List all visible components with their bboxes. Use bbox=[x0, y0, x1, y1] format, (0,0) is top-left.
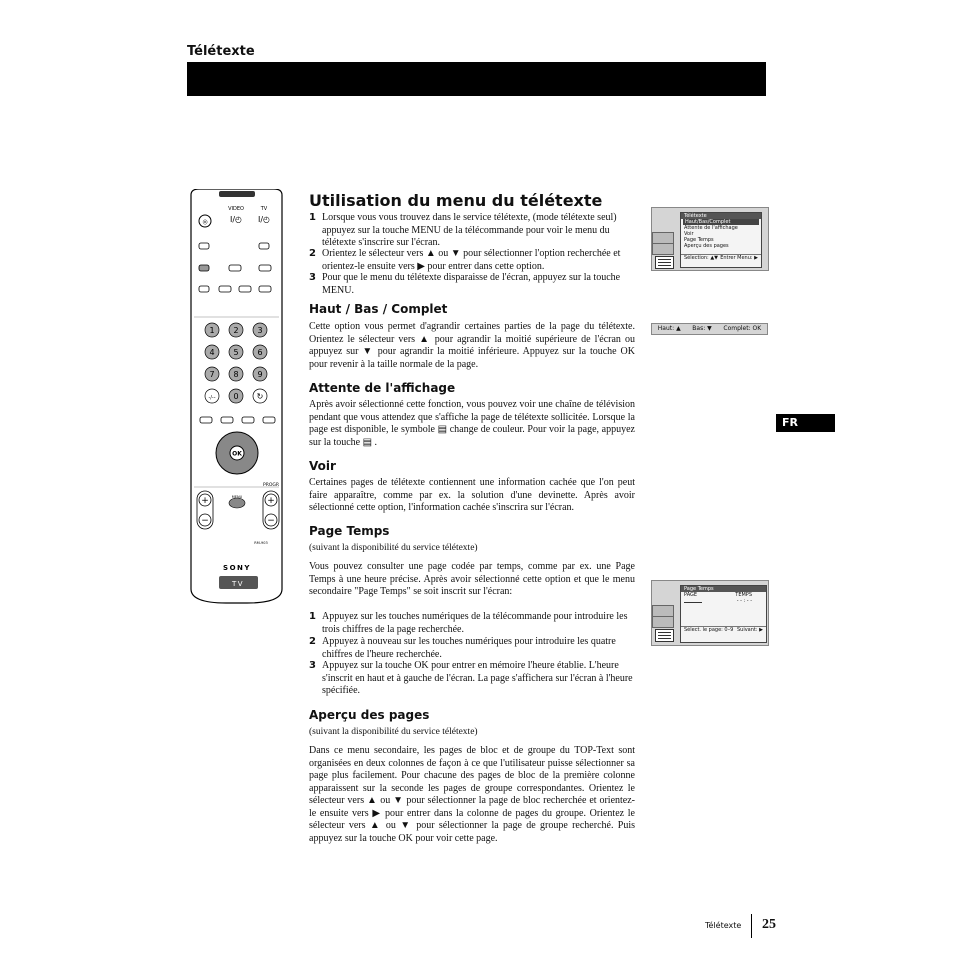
footer-rule bbox=[751, 914, 752, 938]
temps-values bbox=[681, 598, 766, 604]
page-number: 25 bbox=[762, 917, 776, 932]
digit-4: 4 bbox=[209, 348, 215, 357]
menu-foot-left: Sélection: ▲▼ bbox=[684, 255, 719, 261]
heading-attente: Attente de l'affichage bbox=[309, 381, 456, 395]
temps-time-value: - - : - - bbox=[736, 598, 752, 604]
svg-text:I/◴: I/◴ bbox=[257, 215, 271, 224]
model-label: RM-903 bbox=[254, 541, 268, 545]
digit-recall: ↻ bbox=[256, 392, 264, 401]
menu-item-page-temps: Page Temps bbox=[684, 237, 714, 243]
digit-dash: -/-- bbox=[208, 395, 216, 401]
tile-icon bbox=[652, 243, 674, 255]
digit-5: 5 bbox=[233, 348, 239, 357]
teletext-icon bbox=[655, 256, 674, 269]
teletext-icon bbox=[655, 629, 674, 642]
intro-step-2 bbox=[309, 248, 635, 273]
step-number: 2 bbox=[309, 636, 316, 647]
svg-text:−: − bbox=[267, 516, 275, 526]
digit-9: 9 bbox=[257, 370, 263, 379]
intro-step-3 bbox=[309, 272, 635, 297]
digit-1: 1 bbox=[209, 326, 215, 335]
brand-label: SONY bbox=[223, 564, 251, 572]
temps-footer bbox=[681, 626, 766, 633]
step-text: Appuyez à nouveau sur les touches numériques pour introduire les quatre chiffres de l'heure recherchée. bbox=[322, 636, 616, 660]
menu-label: MENU bbox=[231, 495, 243, 499]
temps-col-temps: TEMPS bbox=[735, 592, 752, 598]
heading-page-temps: Page Temps bbox=[309, 524, 390, 538]
step-number: 3 bbox=[309, 272, 316, 283]
menu-title: Télétexte bbox=[681, 213, 761, 219]
language-tab: FR bbox=[776, 414, 835, 432]
page-temps-screen bbox=[651, 580, 769, 646]
digit-7: 7 bbox=[209, 370, 215, 379]
step-text: Pour que le menu du télétexte disparaisse de l'écran, appuyez sur la touche MENU. bbox=[322, 272, 621, 296]
temps-step-3 bbox=[309, 660, 635, 698]
digit-3: 3 bbox=[257, 326, 263, 335]
apercu-note: (suivant la disponibilité du service télétexte) bbox=[309, 727, 478, 737]
svg-text:◎: ◎ bbox=[202, 218, 208, 226]
teletext-menu-screen bbox=[651, 207, 769, 271]
svg-text:−: − bbox=[201, 516, 209, 526]
temps-col-page: PAGE bbox=[684, 592, 698, 598]
menu-item-voir: Voir bbox=[684, 231, 694, 237]
intro-step-1 bbox=[309, 212, 635, 250]
temps-foot-right: Suivant: ▶ bbox=[736, 627, 763, 633]
footer-section: Télétexte bbox=[705, 921, 742, 930]
status-bas: Bas: ▼ bbox=[692, 325, 712, 332]
step-text: Appuyez sur les touches numériques de la télécommande pour introduire les trois chiffres de la page recherchée. bbox=[322, 611, 628, 635]
voir-text: Certaines pages de télétexte contiennent une information cachée que l'on peut faire apparaître, comme par ex. la solution d'une devinette. Après avoir sélectionné cette option, l'information cachée s'inscrira sur l'écran. bbox=[309, 477, 635, 513]
apercu-text: Dans ce menu secondaire, les pages de bloc et de groupe du TOP-Text sont organisées en deux colonnes de façon à ce que l'utilisateur puisse sélectionner sa page plus facilement. Pour chacune des pages de bloc de la première colonne apparaissent sur la seconde les pages de groupe correspondantes. Orientez le sélecteur vers ▲ ou ▼ pour sélectionner la page de bloc recherchée et orientez-le ensuite vers ▶ pour entrer dans la colonne de pages du groupe. Orientez le sélecteur vers ▲ ou ▼ pour sélectionner la page de groupe recherché. Puis appuyez sur la touche OK pour voir cette page. bbox=[309, 745, 635, 844]
step-text: Lorsque vous vous trouvez dans le service télétexte, (mode télétexte seul) appuyez sur la touche MENU de la télécommande pour voir le menu du télétexte s'inscrire sur l'écran. bbox=[322, 212, 617, 248]
tv-label: TV bbox=[260, 206, 268, 212]
temps-foot-left: Sélect. le page: 0–9 bbox=[684, 627, 734, 633]
haut-bas-complet-text: Cette option vous permet d'agrandir certaines parties de la page du télétexte. Orientez le sélecteur vers ▲ pour agrandir la moitié supérieure de l'écran ou appuyez sur ▼ pour agrandir la moitié inférieure. Appuyez sur la touche OK pour revenir à la taille normale de la page. bbox=[309, 321, 635, 370]
header-bar bbox=[187, 62, 766, 96]
svg-text:+: + bbox=[267, 496, 275, 506]
remote-control-illustration bbox=[187, 189, 286, 604]
svg-text:+: + bbox=[201, 496, 209, 506]
menu-footer bbox=[681, 254, 761, 261]
attente-text: Après avoir sélectionné cette fonction, vous pouvez voir une chaîne de télévision pendant que vous attendez que s'affiche la page de télétexte sollicitée. Lorsque la page est disponible, le symbole ▤ change de couleur. Pour voir la page, appuyez sur la touche ▤ . bbox=[309, 399, 635, 448]
step-number: 2 bbox=[309, 248, 316, 259]
zoom-status-strip bbox=[651, 323, 768, 335]
step-number: 1 bbox=[309, 611, 316, 622]
page-title: Utilisation du menu du télétexte bbox=[309, 191, 603, 210]
heading-apercu: Aperçu des pages bbox=[309, 708, 430, 722]
heading-voir: Voir bbox=[309, 459, 336, 473]
heading-haut-bas-complet: Haut / Bas / Complet bbox=[309, 302, 448, 316]
menu-foot-right: Entrer Menu: ▶ bbox=[720, 255, 758, 261]
video-label: VIDEO bbox=[228, 206, 244, 212]
temps-page-value bbox=[684, 598, 702, 603]
tile-icon bbox=[652, 616, 674, 628]
progr-label: PROGR bbox=[263, 483, 279, 488]
temps-title: Page Temps bbox=[681, 586, 766, 592]
teletext-menu-panel bbox=[680, 212, 762, 268]
status-complet: Complet: OK bbox=[723, 325, 762, 332]
status-haut: Haut: ▲ bbox=[657, 325, 681, 332]
digit-8: 8 bbox=[233, 370, 239, 379]
menu-item-haut: Haut/Bas/Complet bbox=[683, 219, 759, 225]
ok-label: OK bbox=[232, 450, 242, 458]
page-temps-text: Vous pouvez consulter une page codée par temps, comme par ex. une Page Temps à une heure précise. Après avoir sélectionné cette option et que le menu secondaire "Page Temps" se soit inscrit sur l'écran: bbox=[309, 561, 635, 597]
section-label: Télétexte bbox=[187, 44, 255, 59]
tv-badge: TV bbox=[231, 580, 245, 588]
step-text: Appuyez sur la touche OK pour entrer en mémoire l'heure établie. L'heure s'inscrit en haut et à gauche de l'écran. La page s'affichera sur l'écran à l'heure spécifiée. bbox=[322, 660, 633, 696]
page-temps-note: (suivant la disponibilité du service télétexte) bbox=[309, 543, 478, 553]
digit-2: 2 bbox=[233, 326, 239, 335]
svg-text:I/◴: I/◴ bbox=[229, 215, 243, 224]
page-temps-panel bbox=[680, 585, 767, 643]
step-number: 1 bbox=[309, 212, 316, 223]
step-number: 3 bbox=[309, 660, 316, 671]
temps-step-1 bbox=[309, 611, 635, 636]
menu-item-apercu: Aperçu des pages bbox=[684, 243, 729, 249]
step-text: Orientez le sélecteur vers ▲ ou ▼ pour sélectionner l'option recherchée et orientez-le ensuite vers ▶ pour entrer dans cette option. bbox=[322, 248, 621, 272]
digit-6: 6 bbox=[257, 348, 263, 357]
menu-item-attente: Attente de l'affichage bbox=[684, 225, 738, 231]
temps-step-2 bbox=[309, 636, 635, 661]
digit-0: 0 bbox=[233, 392, 239, 401]
